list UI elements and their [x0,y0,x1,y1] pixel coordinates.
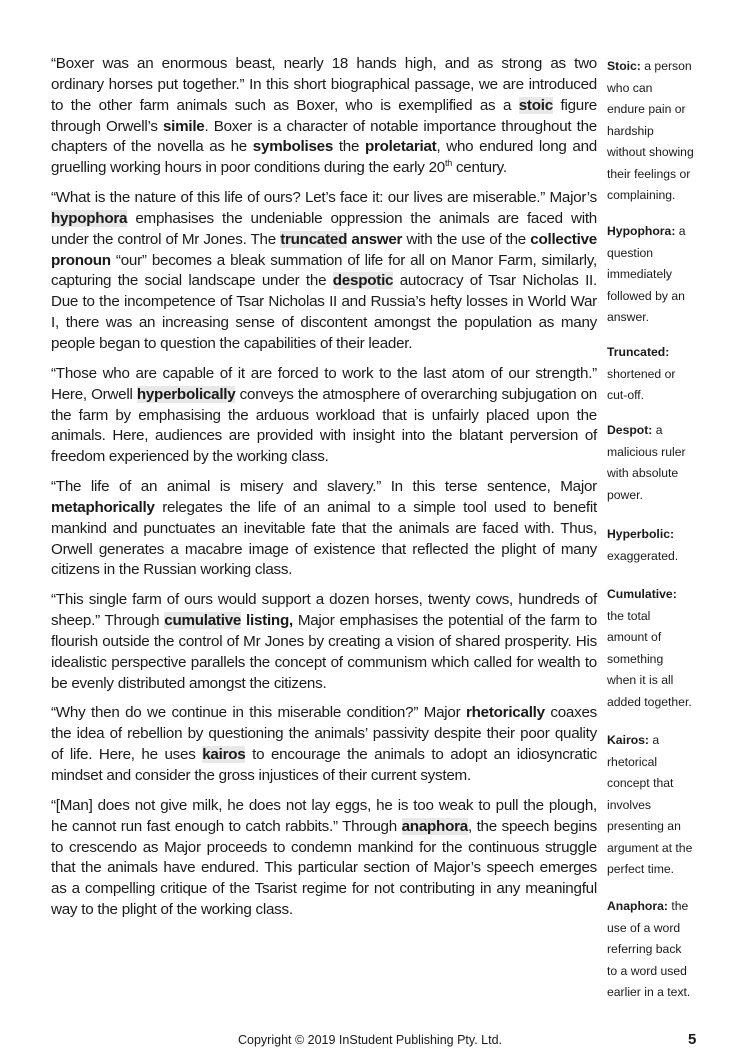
analysis-paragraph [51,796,597,921]
glossary-entry [607,896,747,1004]
glossary-term: Truncated: [607,345,670,359]
glossary-definition: to a word used [607,963,687,978]
text-run: century. [451,159,507,177]
glossary-definition: malicious ruler [607,444,686,459]
glossary-entry [607,56,747,207]
glossary-term: Cumulative: [607,587,677,601]
glossary-definition: question [607,245,654,260]
highlighted-term: kairos [202,746,246,764]
text-run: coaxes the idea of rebellion by questioning the animals’ passivity despite their poor quality of life. Here, he uses [51,704,598,764]
glossary-entry [607,584,747,713]
text-run: autocracy of Tsar Nicholas II. Due to the incompetence of Tsar Nicholas II and Russia’s hefty losses in World War I, there was an increasing sense of discontent amongst the population as many people began to question the capabilities of their leader. [51,272,597,352]
text-run: , the speech begins to crescendo as Major proceeds to condemn mankind for the continuous struggle that the animals have endured. This particular section of Major’s speech emerges as a compelling critique of the Tsarist regime for not contributing in any meaningful way to the plight of the working class. [51,817,597,919]
glossary-definition: with absolute [607,466,679,480]
text-run: “What is the nature of this life of ours? Let’s face it: our lives are miserable.” Major’s [51,189,597,207]
text-run: with the use of the [402,230,531,248]
text-run: conveys the atmosphere of overarching subjugation on the farm by emphasising the arduous workload that is unfairly placed upon the animals. Here, audiences are provided with insight into the blatant perversion of freedom experienced by the working class. [51,385,597,466]
glossary-entry [607,221,747,329]
glossary-definition: who can [607,80,653,95]
glossary-definition: power. [607,487,643,502]
page-number: 5 [688,1031,697,1048]
glossary-term: Kairos: [607,733,649,747]
analysis-paragraph [51,54,597,179]
main-text-column [51,54,597,930]
glossary-definition: use of a word [607,920,681,935]
glossary-definition: shortened or [607,366,676,381]
glossary-definition: added together. [607,694,692,709]
glossary-definition: a [652,733,660,747]
glossary-definition: rhetorical [607,754,658,769]
text-run: , who endured long and gruelling working hours in poor conditions during the early 20 [51,138,597,177]
glossary-definition: presenting an [607,819,681,833]
glossary-definition: their feelings or [607,166,691,181]
glossary-term: Anaphora: [607,899,668,913]
bold-term: answer [351,230,403,248]
bold-term: collective pronoun [51,230,597,269]
analysis-paragraph [51,703,597,786]
glossary-definition: earlier in a text. [607,985,691,999]
highlighted-term: stoic [518,96,553,114]
text-run: “Boxer was an enormous beast, nearly 18 hands high, and as strong as two ordinary horses put together.” In this short biographical passage, we are introduced to the other farm animals such as Boxer, who is exemplified as a [51,55,597,114]
analysis-paragraph [51,477,597,581]
glossary-definition: complaining. [607,188,676,202]
glossary-definition: the [671,899,689,913]
glossary-entry [607,420,747,506]
glossary-definition: endure pain or [607,102,686,116]
text-run: relegates the life of an animal to a simple tool used to benefit mankind and punctuates an inevitable fate that the animals are faced with. Thus, Orwell generates a macabre image of existence that reflected the plight of many citizens in the Russian working class. [51,498,597,579]
superscript: th [444,158,452,169]
glossary-definition: amount of [607,630,662,644]
bold-term: proletariat [364,138,437,156]
analysis-paragraph [51,364,597,468]
text-run: “The life of an animal is misery and slavery.” In this terse sentence, Major [51,478,597,496]
highlighted-term: cumulative [164,612,242,630]
text-run: “This single farm of ours would support a dozen horses, twenty cows, hundreds of sheep.” Through [51,591,597,630]
text-run: “our” becomes a bleak summation of life for all on Manor Farm, similarly, capturing the social landscape under the [51,251,597,290]
text-run: “Those who are capable of it are forced to work to the last atom of our strength.” Here, Orwell [51,364,597,403]
glossary-definition: referring back [607,942,682,956]
glossary-entry [607,342,747,407]
glossary-definition: a [655,423,663,437]
text-run: . Boxer is a character of notable importance throughout the chapters of the novella as he [51,117,597,156]
glossary-entry [607,730,747,881]
text-run: the [333,138,365,156]
glossary-definition: immediately [607,267,673,281]
glossary-definition: concept that [607,776,674,790]
glossary-definition: a [678,224,686,238]
glossary-definition: exaggerated. [607,548,679,563]
glossary-definition: answer. [607,310,650,324]
glossary-term: Hyperbolic: [607,527,675,541]
highlighted-term: hypophora [51,209,128,227]
highlighted-term: despotic [332,272,394,290]
text-run: figure through Orwell’s [51,96,597,135]
glossary-term: Stoic: [607,59,641,73]
glossary-definition: followed by an [607,288,685,303]
glossary-definition: something [607,651,664,666]
glossary-definition: a person [644,59,692,73]
glossary-definition: perfect time. [607,862,675,876]
glossary-definition: hardship [607,123,654,138]
glossary-term: Hypophora: [607,224,676,238]
highlighted-term: hyperbolically [136,385,236,403]
text-run: “Why then do we continue in this miserable condition?” Major [51,704,466,722]
glossary-definition: involves [607,797,652,812]
bold-term: rhetorically [465,704,545,722]
bold-term: simile [162,117,205,135]
bold-term: symbolises [252,138,334,156]
text-run: “[Man] does not give milk, he does not lay eggs, he is too weak to pull the plough, he cannot run fast enough to catch rabbits.” Through [51,796,597,835]
text-run: Major emphasises the potential of the farm to flourish outside the control of Mr Jones by creating a vision of shared prosperity. His idealistic perspective parallels the concept of communism which called for wealth to be evenly distributed amongst the citizens. [51,612,597,692]
text-run: emphasises the undeniable oppression the animals are faced with under the control of Mr Jones. The [51,209,597,248]
analysis-paragraph [51,188,597,355]
text-run: to encourage the animals to adopt an idiosyncratic mindset and consider the gross injustices of their current system. [51,746,598,784]
glossary-definition: cut-off. [607,388,645,402]
glossary-definition: without showing [607,145,694,159]
bold-term: listing, [246,612,293,630]
glossary-definition: argument at the [607,840,693,855]
copyright-notice: Copyright © 2019 InStudent Publishing Pty. Ltd. [238,1033,503,1047]
glossary-term: Despot: [607,423,653,437]
glossary-definition: when it is all [607,673,674,687]
highlighted-term: anaphora [401,817,468,835]
analysis-paragraph [51,590,597,694]
glossary-definition: the total [607,608,651,623]
glossary-entry [607,524,747,567]
bold-term: metaphorically [51,498,155,516]
highlighted-term: truncated [280,230,348,248]
